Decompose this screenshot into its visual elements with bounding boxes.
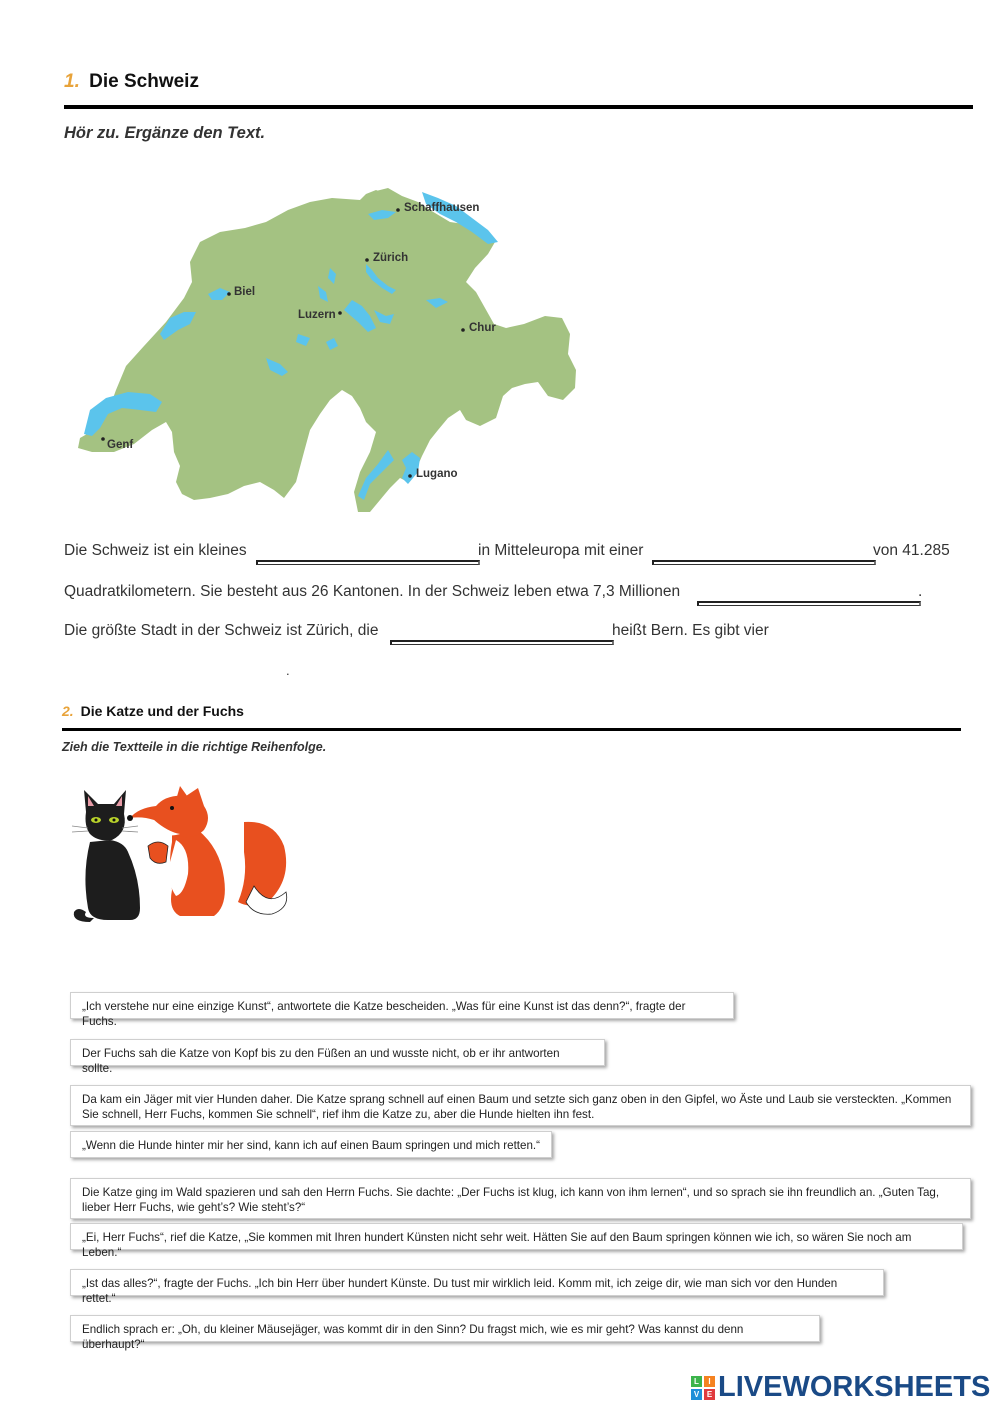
text-line1-b: in Mitteleuropa mit einer — [478, 542, 644, 559]
map-label-lugano: Lugano — [416, 468, 458, 480]
story-card-5-text: Die Katze ging im Wald spazieren und sah den Herrn Fuchs. Sie dachte: „Der Fuchs ist klug, ich kann von ihm lernen“, und so sprach sie ihn freundlich an. „Guten Tag, lieber Herr Fuchs, wie geht’s? Wie steht’s?“ — [82, 1186, 940, 1214]
blank-1[interactable] — [256, 560, 480, 565]
story-card-5[interactable] — [70, 1178, 971, 1219]
story-card-2-text: Der Fuchs sah die Katze von Kopf bis zu den Füßen an und wusste nicht, ob er ihr antworten sollte. — [82, 1047, 560, 1075]
liveworksheets-logo: LIVEWORKSHEETS — [718, 1371, 991, 1403]
logo-badge-i: I — [704, 1376, 715, 1387]
text-line2-a: Quadratkilometern. Sie besteht aus 26 Kantonen. In der Schweiz leben etwa 7,3 Millionen — [64, 583, 681, 600]
section2-heading — [62, 703, 244, 719]
map-label-schaffhausen: Schaffhausen — [404, 202, 480, 214]
section1-number: 1. — [64, 71, 80, 92]
blank-2[interactable] — [652, 560, 876, 565]
story-card-2[interactable] — [70, 1039, 605, 1075]
story-card-6[interactable] — [70, 1223, 963, 1259]
section1-heading — [64, 71, 199, 93]
story-card-3[interactable] — [70, 1085, 971, 1126]
text-line3-b: heißt Bern. Es gibt vier — [612, 622, 769, 639]
switzerland-map — [70, 182, 590, 527]
logo-badge-l: L — [691, 1376, 702, 1387]
section1-rule — [64, 105, 973, 109]
section1-instruction: Hör zu. Ergänze den Text. — [64, 124, 266, 142]
section2-title: Die Katze und der Fuchs — [80, 703, 244, 719]
story-card-1[interactable] — [70, 992, 734, 1028]
text-line3-a: Die größte Stadt in der Schweiz ist Zürich, die — [64, 622, 379, 639]
section2-rule — [62, 728, 961, 731]
section2-instruction: Zieh die Textteile in die richtige Reihenfolge. — [62, 740, 327, 754]
story-card-7[interactable] — [70, 1269, 884, 1305]
story-card-3-text: Da kam ein Jäger mit vier Hunden daher. Die Katze sprang schnell auf einen Baum und setzte sich ganz oben in den Gipfel, wo Äste und Laub sie versteckten. „Kommen Sie schnell, Herr Fuchs, kommen Sie schnell“, rief ihm die Katze zu, aber die Hunde hielten ihn fest. — [82, 1093, 952, 1121]
map-label-luzern: Luzern — [298, 309, 336, 321]
cat-figure — [72, 790, 140, 922]
story-card-8[interactable] — [70, 1315, 820, 1351]
liveworksheets-logo-badge — [691, 1376, 715, 1400]
map-label-biel: Biel — [234, 286, 256, 298]
text-line1-c: von 41.285 — [873, 542, 950, 559]
story-card-4[interactable] — [70, 1131, 552, 1158]
logo-badge-v: V — [691, 1389, 702, 1400]
blank-4[interactable] — [390, 640, 614, 645]
story-card-1-text: „Ich verstehe nur eine einzige Kunst“, antwortete die Katze bescheiden. „Was für eine Kunst ist das denn?“, fragte der Fuchs. — [82, 1000, 686, 1028]
map-land — [78, 188, 576, 512]
map-label-genf: Genf — [107, 439, 134, 451]
map-label-zurich: Zürich — [373, 252, 409, 264]
blank-3[interactable] — [697, 601, 921, 606]
story-card-4-text: „Wenn die Hunde hinter mir her sind, kann ich auf einen Baum springen und mich retten.“ — [82, 1139, 540, 1152]
text-line4: . — [286, 663, 290, 678]
text-line2-b: . — [918, 583, 923, 600]
fox-figure — [127, 786, 287, 916]
section1-title: Die Schweiz — [89, 71, 199, 92]
cat-and-fox-illustration — [68, 782, 294, 932]
text-line1-a: Die Schweiz ist ein kleines — [64, 542, 247, 559]
blank-5[interactable] — [64, 660, 288, 680]
section2-number: 2. — [62, 703, 74, 719]
logo-badge-e: E — [704, 1389, 715, 1400]
story-card-8-text: Endlich sprach er: „Oh, du kleiner Mäusejäger, was kommt dir in den Sinn? Du fragst mich, wie es mir geht? Was kannst du denn überhaupt?“ — [82, 1323, 744, 1351]
map-label-chur: Chur — [469, 322, 496, 334]
story-card-7-text: „Ist das alles?“, fragte der Fuchs. „Ich bin Herr über hundert Künste. Du tust mir wirklich leid. Komm mit, ich zeige dir, wie man sich vor den Hunden rettet.“ — [82, 1277, 838, 1305]
story-card-6-text: „Ei, Herr Fuchs“, rief die Katze, „Sie kommen mit Ihren hundert Künsten nicht sehr weit. Hätten Sie auf den Baum springen können wie ich, so wären Sie noch am Leben.“ — [82, 1231, 912, 1259]
